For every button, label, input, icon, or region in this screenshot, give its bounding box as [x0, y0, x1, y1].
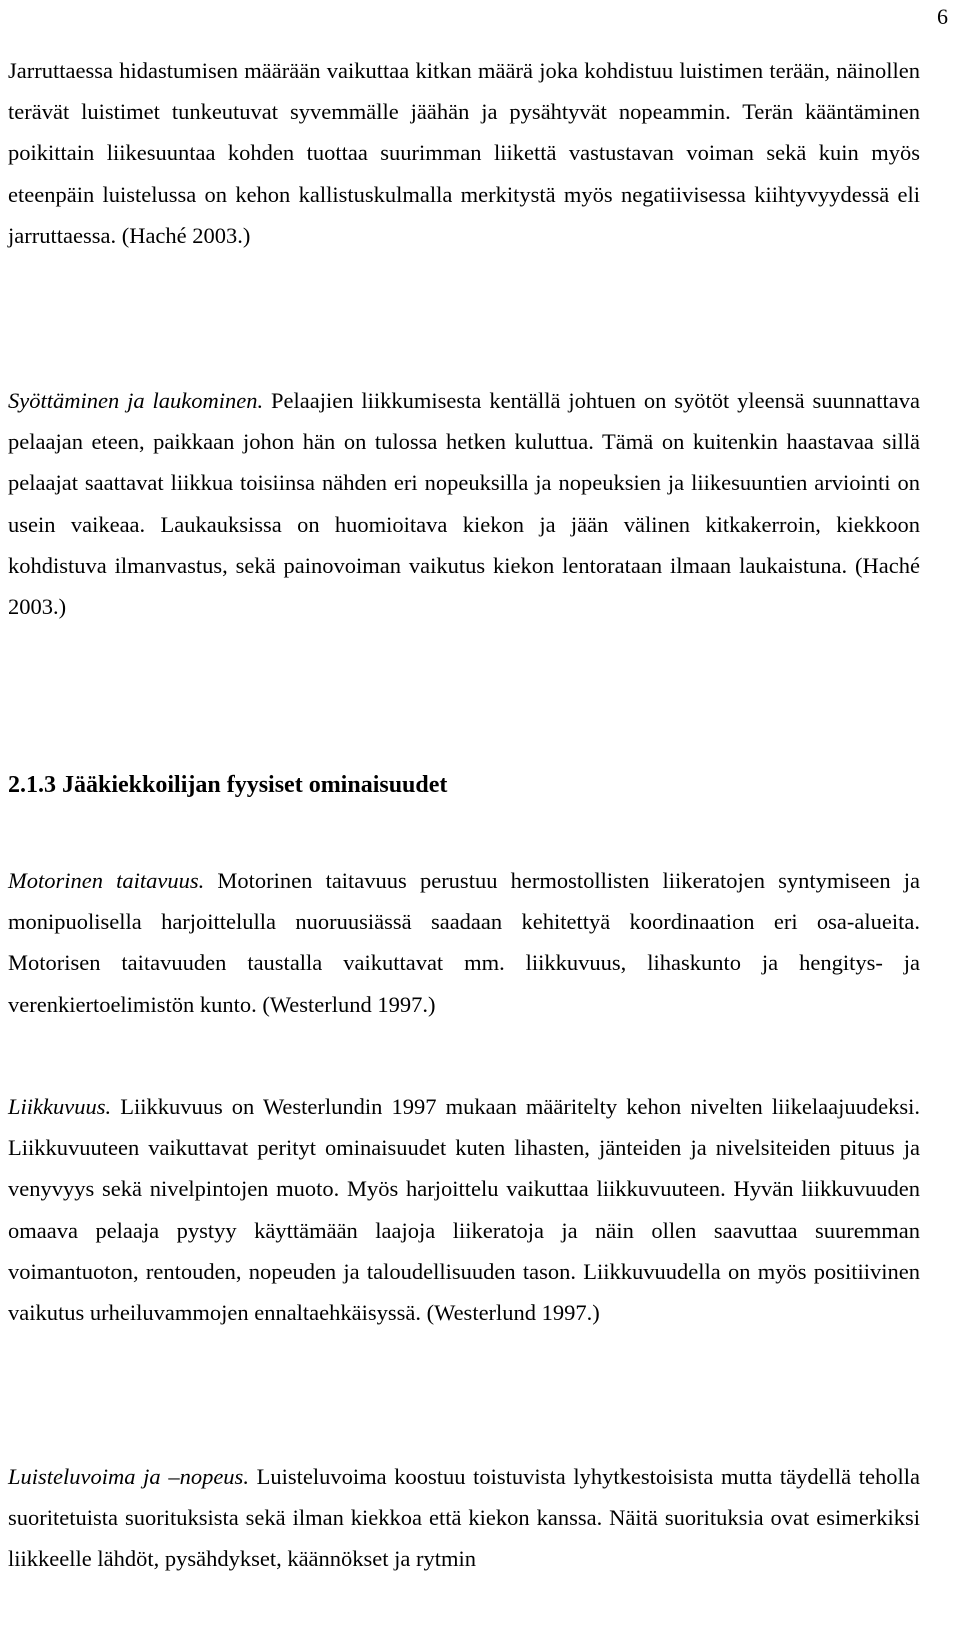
paragraph-skating-power	[8, 1456, 920, 1580]
paragraph-text: Motorinen taitavuus perustuu hermostollisten liikeratojen syntymiseen ja monipuolisella harjoittelulla nuoruusiässä saadaan kehitettyä koordinaation eri osa-alueita. Motorisen taitavuuden taustalla vaikuttavat mm. liikkuvuus, lihaskunto ja hengitys- ja verenkiertoelimistön kunto. (Westerlund 1997.)	[8, 868, 920, 1017]
paragraph-braking	[8, 50, 920, 256]
section-heading: 2.1.3 Jääkiekkoilijan fyysiset ominaisuudet	[8, 772, 448, 798]
paragraph-lead: Motorinen taitavuus.	[8, 868, 205, 893]
paragraph-lead: Luisteluvoima ja –nopeus.	[8, 1464, 249, 1489]
paragraph-passing-shooting	[8, 380, 920, 627]
paragraph-lead: Syöttäminen ja laukominen.	[8, 388, 264, 413]
paragraph-text: Jarruttaessa hidastumisen määrään vaikuttaa kitkan määrä joka kohdistuu luistimen terään, näinollen terävät luistimet tunkeutuvat syvemmälle jäähän ja pysähtyvät nopeammin. Terän kääntäminen poikittain liikesuuntaa kohden tuottaa suurimman liikettä vastustavan voiman sekä kuin myös eteenpäin luistelussa on kehon kallistuskulmalla merkitystä myös negatiivisessa kiihtyvyydessä eli jarruttaessa. (Haché 2003.)	[8, 58, 920, 248]
paragraph-text: Luisteluvoima koostuu toistuvista lyhytkestoisista mutta täydellä teholla suoritetuista suorituksista sekä ilman kiekkoa että kiekon kanssa. Näitä suorituksia ovat esimerkiksi liikkeelle lähdöt, pysähdykset, käännökset ja rytmin	[8, 1464, 921, 1572]
paragraph-lead: Liikkuvuus.	[8, 1094, 112, 1119]
paragraph-text: Liikkuvuus on Westerlundin 1997 mukaan määritelty kehon nivelten liikelaajuudeksi. Liikkuvuuteen vaikuttavat perityt ominaisuudet kuten lihasten, jänteiden ja nivelsiteiden pituus ja venyvyys sekä nivelpintojen muoto. Myös harjoittelu vaikuttaa liikkuvuuteen. Hyvän liikkuvuuden omaava pelaaja pystyy käyttämään laajoja liikeratoja ja näin ollen saavuttaa suuremman voimantuoton, rentouden, nopeuden ja taloudellisuuden tason. Liikkuvuudella on myös positiivinen vaikutus urheiluvammojen ennaltaehkäisyssä. (Westerlund 1997.)	[8, 1094, 920, 1326]
paragraph-motor-skill	[8, 860, 920, 1025]
page-number: 6	[937, 4, 948, 29]
paragraph-text: Pelaajien liikkumisesta kentällä johtuen on syötöt yleensä suunnattava pelaajan eteen, paikkaan johon hän on tulossa hetken kuluttua. Tämä on kuitenkin haastavaa sillä pelaajat saattavat liikkua toisiinsa nähden eri nopeuksilla ja nopeuksien ja liikesuuntien arviointi on usein vaikeaa. Laukauksissa on huomioitava kiekon ja jään välinen kitkakerroin, kiekkoon kohdistuva ilmanvastus, sekä painovoiman vaikutus kiekon lentorataan ilmaan laukaistuna. (Haché 2003.)	[8, 388, 920, 620]
paragraph-mobility	[8, 1086, 920, 1333]
